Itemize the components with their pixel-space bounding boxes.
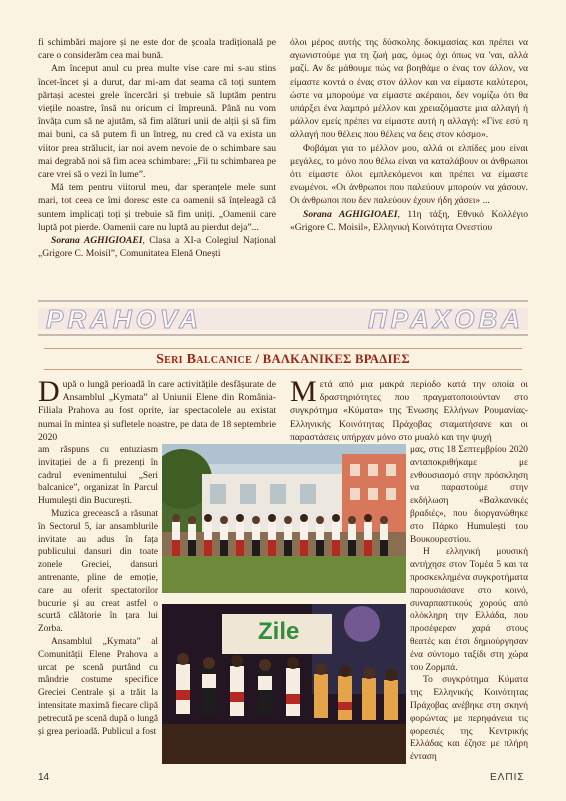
- article-left-narrow: [38, 444, 158, 738]
- top-left-column: [38, 36, 276, 260]
- title-greek: ΒΑΛΚΑΝΙΚΕΣ ΒΡΑΔΙΕΣ: [262, 352, 410, 366]
- drop-cap: Μ: [290, 375, 317, 408]
- article-right-narrow: [410, 444, 528, 764]
- section-banner: [38, 300, 528, 336]
- photo-outdoor-dance-group: [162, 444, 406, 593]
- title-rule-bottom: [44, 369, 522, 370]
- paragraph: Φοβάμαι για το μέλλον μου, αλλά οι ελπίδες μου είναι μεγάλες, το μόνο που θέλω είναι να καταλάβουν οι άνθρωποι ότι είμαστε όλοι εμπλεκόμενοι και πρέπει να είμαστε ενωμένοι. «Οι άνθρωποι που παλεύουν μπορούν να χάσουν. Οι άνθρωποι που δεν παλεύουν έχουν ήδη χάσει» ...: [290, 142, 528, 207]
- paragraph: Ansamblul „Kymata” al Comunității Elene Prahova a urcat pe scenă purtând cu mândrie costume specifice Greciei Centrale și a trăit la intensitate maximă fiecare clipă petrecută pe scenă după o lungă și grea perioadă. Publicul a fost: [38, 636, 158, 737]
- paragraph: Muzica grecească a răsunat în Sectorul 5, iar ansamblurile invitate au adus în fața publicului dansuri din toate zonele Greciei, dansuri antrenante, pline de emoție, care au oferit spectatorilor bucurie și au creat astfel o scurtă călătorie în țara lui Zorba.: [38, 508, 158, 635]
- intro-text: upă o lungă perioadă în care activitățile desfășurate de Ansamblul „Kymata” al Uniunii Elene din România-Filiala Prahova au fost oprite, iar spectacolele au existat numai în mintea și sufletele noastre, pe data de 18 septembrie 2020: [38, 379, 276, 443]
- author-name: Sorana AGHIGIOAEI: [51, 235, 143, 247]
- stage-banner-text: Zile: [258, 618, 300, 645]
- magazine-name: ΕΛΠΙΣ: [490, 772, 525, 783]
- author-affiliation: , 11η τάξη, Εθνικό Κολλέγιο «Grigore C. Moisil», Ελληνική Κοινότητα Ονεστίου: [290, 208, 528, 233]
- paragraph: Το συγκρότημα Κύματα της Ελληνικής Κοινότητας Πράχοβας ανέβηκε στη σκηνή φορώντας με περηφάνεια τις φορεσιές της Κεντρικής Ελλάδας και έζησε με πλήρη ένταση: [410, 675, 528, 763]
- top-right-column: [290, 36, 528, 234]
- article-left-intro: [38, 375, 276, 444]
- title-rule-top: [44, 348, 522, 349]
- paragraph: όλοι μέρος αυτής της δύσκολης δοκιμασίας και πρέπει να αγωνιστούμε για τη ζωή μας, όμως όχι όπως να 'ναι, αλλά μαζί. Αν δε μάθουμε πώς να βοηθάμε ο ένας τον άλλον, να είμαστε κοντά ο ένας στον άλλον και να είμαστε καλύτεροι, ώστε να μπορούμε να είμαστε ακέραιοι, δεν νομίζω ότι θα υπάρξει ένα λαμπρό μέλλον και χρειαζόμαστε μια αλλαγή ή μάλλον εμείς πρέπει να είμαστε αυτή η αλλαγή: «Γίνε εσύ η αλλαγή που θέλεις που θέλεις να δεις στον κόσμο».: [290, 37, 528, 141]
- page-number: 14: [38, 772, 50, 783]
- author-signature: [38, 234, 276, 260]
- title-separator: /: [252, 352, 263, 366]
- photo-stage-performance: [162, 604, 406, 764]
- title-romanian: Seri Balcanice: [156, 352, 253, 367]
- paragraph: fi schimbări majore și ne este dor de școala tradițională pe care o considerăm cea mai bună.: [38, 37, 276, 62]
- intro-paragraph: [290, 375, 528, 444]
- photo-outdoor-illustration: [162, 444, 406, 593]
- intro-paragraph: [38, 375, 276, 444]
- paragraph: am răspuns cu entuziasm invitației de a fi prezenți în cadrul evenimentului „Seri balcanice”, organizat în Parcul Humuleşti din București.: [38, 445, 158, 507]
- author-name: Sorana AGHIGIOAEI: [303, 208, 398, 220]
- paragraph: Η ελληνική μουσική αντήχησε στον Τομέα 5 και τα προσκεκλημένα συγκροτήματα παρουσιάσανε στο κοινό, συναρπαστικούς χορούς από ολόκληρη την Ελλάδα, που προσέφεραν χαρά στους θεατές και έτσι δημιούργησαν ένα σύντομο ταξίδι στη χώρα του Ζορμπά.: [410, 547, 528, 673]
- article-title: [0, 352, 566, 368]
- author-signature: [290, 208, 528, 234]
- banner-left-text: PRAHOVA: [46, 304, 203, 334]
- drop-cap: D: [38, 375, 60, 408]
- author-affiliation: , Clasa a XI-a Colegiul Național „Grigore C. Moisil”, Comunitatea Elenă Onești: [38, 235, 276, 260]
- intro-text: ετά από μια μακρά περίοδο κατά την οποία οι δραστηριότητες που πραγματοποιούνταν στο συγκρότημα «Κύματα» της Ένωσης Ελλήνων Ρουμανίας-Ελληνικής Κοινότητας Πράχοβας σταματήσανε και οι παραστάσεις υπήρχαν μόνο στο μυαλό και την ψυχή: [290, 379, 528, 443]
- article-right-intro: [290, 375, 528, 444]
- banner-right-text: ΠΡΑΧΟΒΑ: [368, 304, 524, 334]
- paragraph: Mă tem pentru viitorul meu, dar speranțele mele sunt mari, tot ceea ce îmi doresc este ca oamenii să înțeleagă că suntem implicați toți și trebuie să fim uniți. „Oamenii care luptă pot pierde. Oamenii care nu luptă au pierdut deja”...: [38, 182, 276, 233]
- paragraph: Am început anul cu prea multe vise care mi s-au stins încet-încet și a durut, dar mi-am dat seama că toți suntem părtași acestei grele încercări și trebuie să luptăm pentru viețile noastre, însă nu oricum ci împreună. Până nu vom învăța cum să ne ajutăm, să fim alături unii de alții și să fim mai buni, ca să putem fi un întreg, nu cred că va exista un viitor prea strălucit, iar noi avem nevoie de o schimbare sau mai degrabă noi să fim acea schimbare: „Fii tu schimbarea pe care vrei să o vezi în lume”.: [38, 63, 276, 181]
- paragraph: μας, στις 18 Σεπτεμβρίου 2020 ανταποκριθήκαμε με ενθουσιασμό στην πρόσκληση να παραστούμε στην εκδήλωση «Βαλκανικές βραδιές», που διοργανώθηκε στο Πάρκο Humulești του Βουκουρεστίου.: [410, 445, 528, 545]
